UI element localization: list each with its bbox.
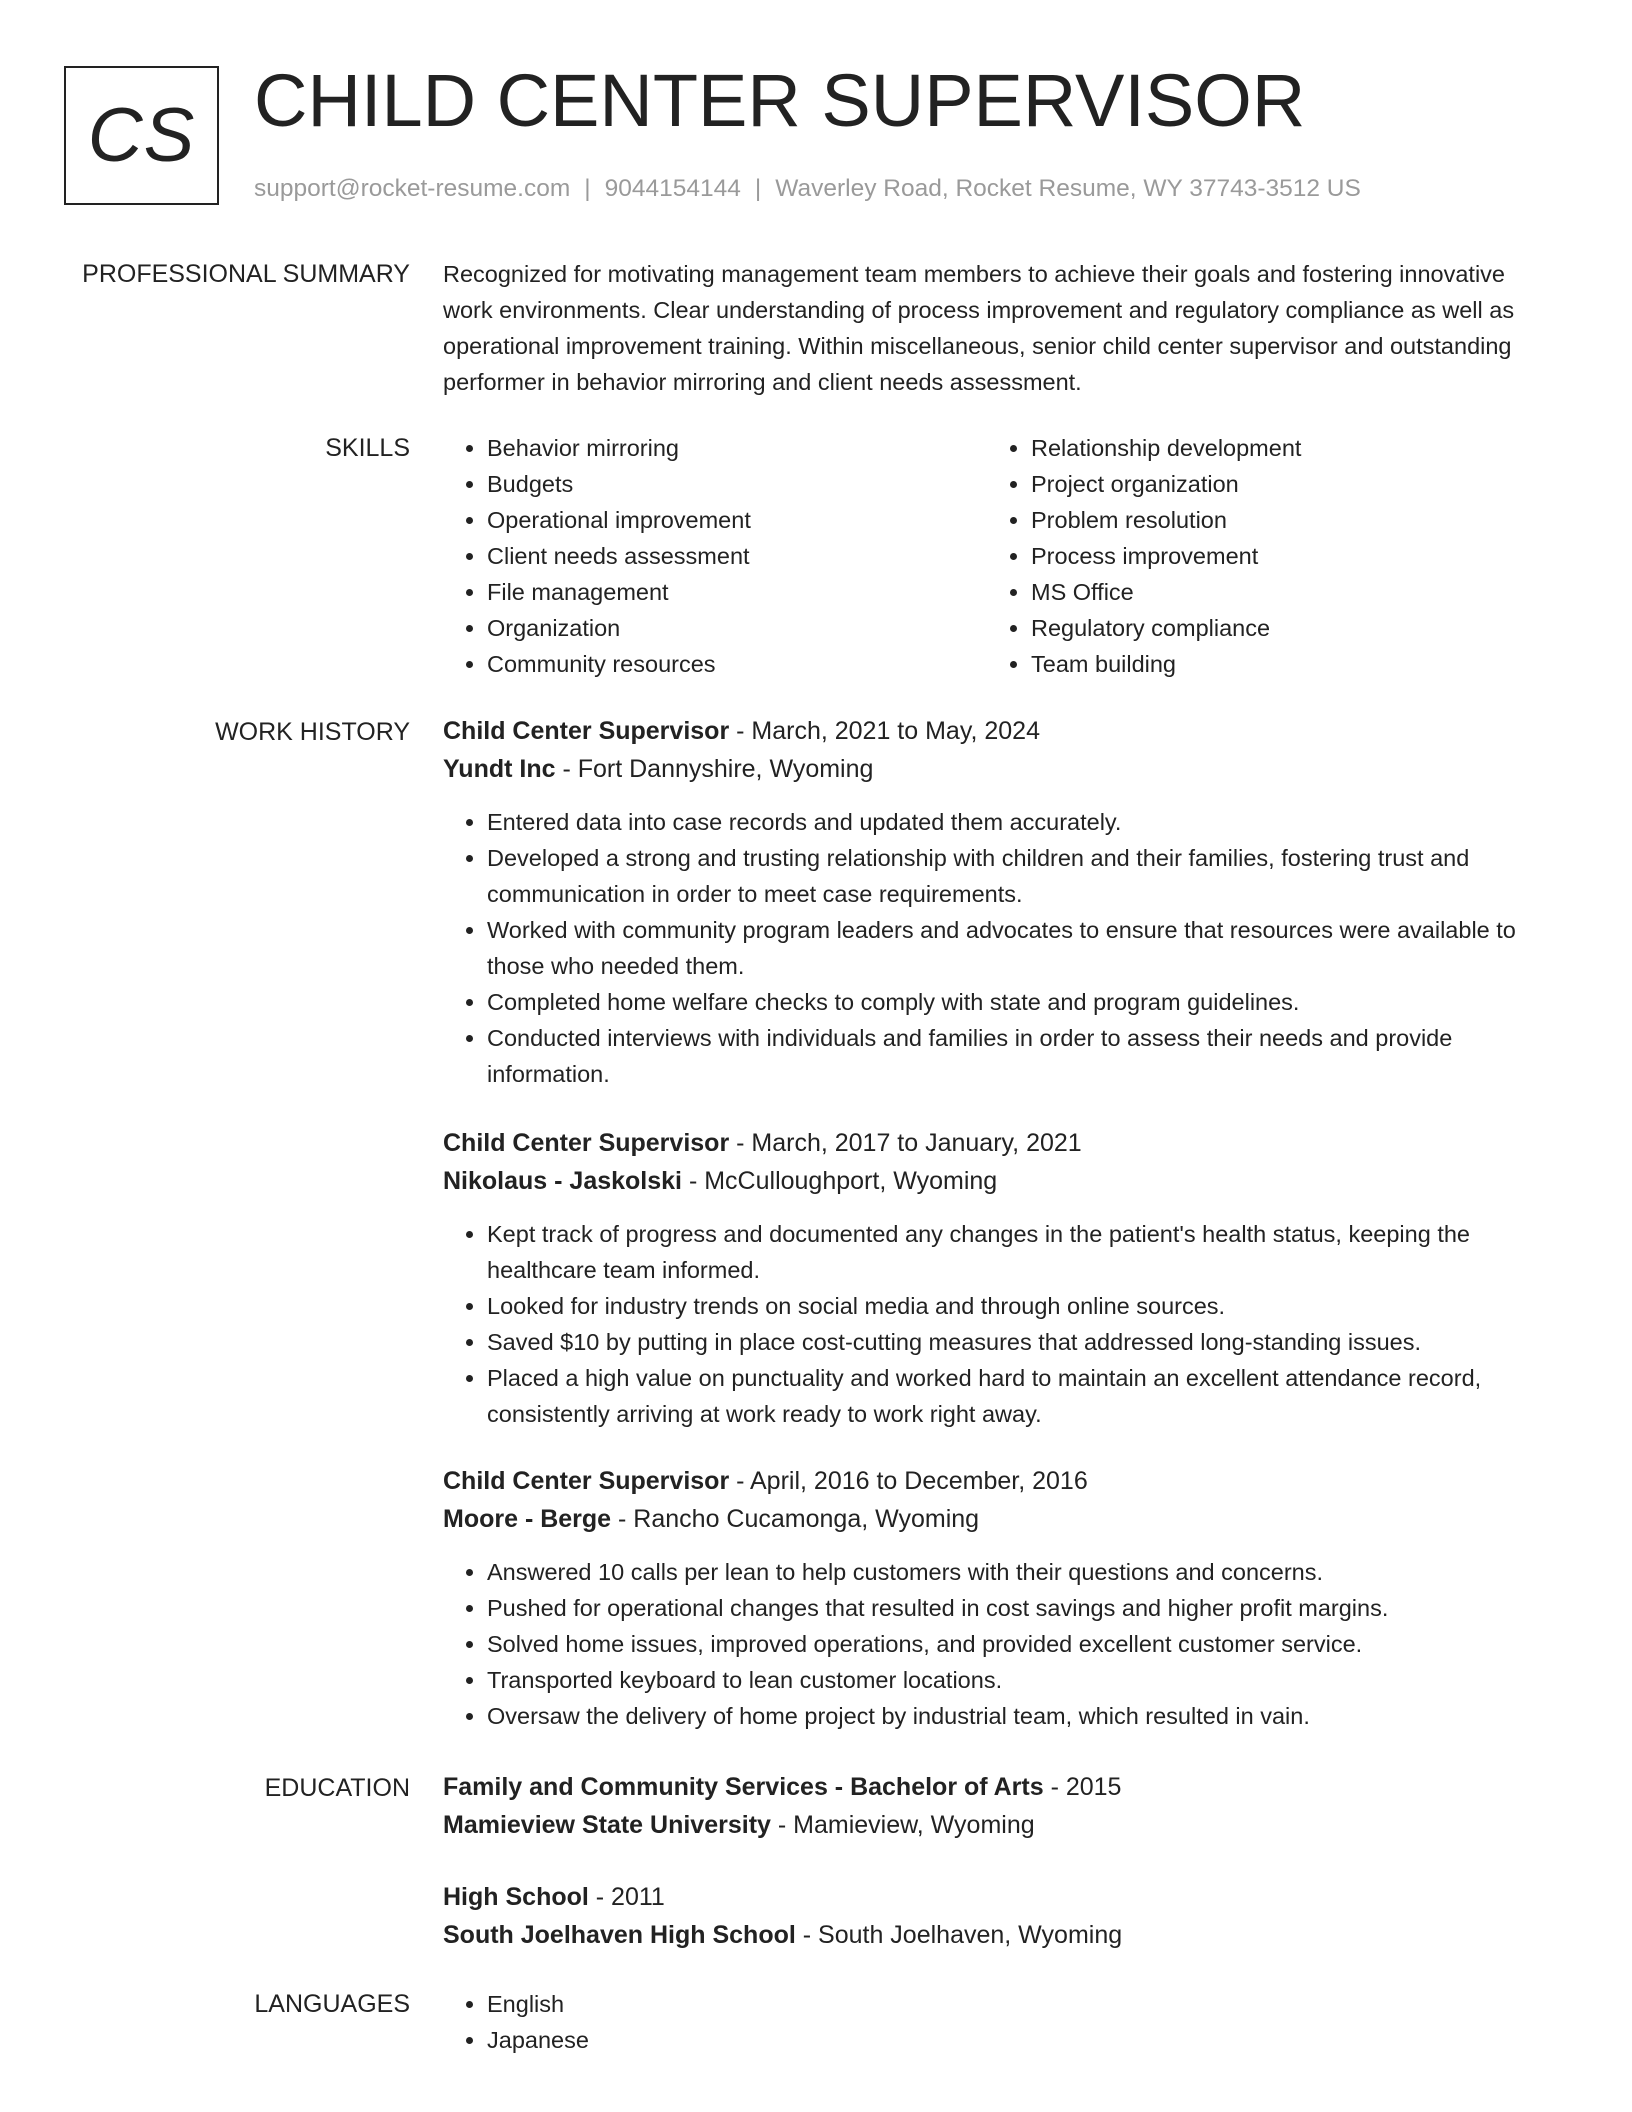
- education-degree: Family and Community Services - Bachelor of Arts: [443, 1773, 1044, 1801]
- education-location: - South Joelhaven, Wyoming: [795, 1921, 1123, 1949]
- education-school: Mamieview State University: [443, 1811, 771, 1839]
- education-school-line: [443, 1806, 1543, 1844]
- job-company: Moore - Berge: [443, 1505, 612, 1533]
- page-title: CHILD CENTER SUPERVISOR: [254, 59, 1306, 142]
- section-label: LANGUAGES: [254, 1990, 410, 2018]
- skill-item: • Operational improvement: [487, 502, 987, 538]
- monogram: CS: [64, 66, 219, 205]
- language-item: • English: [487, 1986, 1543, 2022]
- job-bullet: • Placed a high value on punctuality and worked hard to maintain an excellent attendance record, consistently arriving at work ready to work right away.: [487, 1360, 1543, 1432]
- job-bullet: • Looked for industry trends on social media and through online sources.: [487, 1288, 1543, 1324]
- job-company-line: [443, 1162, 1543, 1200]
- job-location: - Rancho Cucamonga, Wyoming: [611, 1505, 980, 1533]
- job-entry: [443, 1462, 1543, 1734]
- job-bullet: • Oversaw the delivery of home project by industrial team, which resulted in vain.: [487, 1698, 1543, 1734]
- skill-item: • File management: [487, 574, 987, 610]
- skills-list-left: [443, 430, 987, 682]
- education-school-line: [443, 1916, 1543, 1954]
- job-entry: [443, 712, 1543, 1092]
- skill-item: • Client needs assessment: [487, 538, 987, 574]
- job-company-line: [443, 1500, 1543, 1538]
- job-bullet: • Worked with community program leaders and advocates to ensure that resources were available to those who needed them.: [487, 912, 1543, 984]
- skill-item: • Behavior mirroring: [487, 430, 987, 466]
- education-school: South Joelhaven High School: [443, 1921, 796, 1949]
- job-bullet: • Entered data into case records and updated them accurately.: [487, 804, 1543, 840]
- education-year: - 2015: [1043, 1773, 1122, 1801]
- education-degree: High School: [443, 1883, 589, 1911]
- job-company-line: [443, 750, 1543, 788]
- contact-separator: |: [754, 175, 762, 202]
- job-bullet: • Answered 10 calls per lean to help customers with their questions and concerns.: [487, 1554, 1543, 1590]
- contact-separator: |: [584, 175, 591, 202]
- skill-item: • MS Office: [1031, 574, 1531, 610]
- job-title: Child Center Supervisor: [443, 1467, 730, 1495]
- skills-list-right: [987, 430, 1531, 682]
- job-title-line: [443, 712, 1543, 750]
- job-bullet: • Conducted interviews with individuals and families in order to assess their needs and provide information.: [487, 1020, 1543, 1092]
- education-year: - 2011: [588, 1883, 665, 1911]
- contact-email: support@rocket-resume.com: [254, 175, 571, 202]
- skills-body: [443, 430, 1543, 682]
- job-bullets: [443, 1554, 1543, 1734]
- education-location: - Mamieview, Wyoming: [770, 1811, 1035, 1839]
- education-degree-line: [443, 1768, 1543, 1806]
- job-company: Nikolaus - Jaskolski: [443, 1167, 683, 1195]
- section-label: SKILLS: [325, 434, 410, 462]
- language-item: • Japanese: [487, 2022, 1543, 2058]
- job-bullets: [443, 804, 1543, 1092]
- job-title-line: [443, 1124, 1543, 1162]
- job-title: Child Center Supervisor: [443, 1129, 730, 1157]
- job-bullet: • Saved $10 by putting in place cost-cutting measures that addressed long-standing issues.: [487, 1324, 1543, 1360]
- skill-item: • Process improvement: [1031, 538, 1531, 574]
- job-company: Yundt Inc: [443, 755, 556, 783]
- job-dates: - March, 2021 to May, 2024: [729, 717, 1040, 745]
- skill-item: • Regulatory compliance: [1031, 610, 1531, 646]
- contact-address: Waverley Road, Rocket Resume, WY 37743-3512 US: [775, 175, 1361, 202]
- section-label: EDUCATION: [264, 1774, 410, 1802]
- skill-item: • Project organization: [1031, 466, 1531, 502]
- job-bullet: • Developed a strong and trusting relationship with children and their families, fostering trust and communication in order to meet case requirements.: [487, 840, 1543, 912]
- skill-item: • Problem resolution: [1031, 502, 1531, 538]
- job-bullet: • Pushed for operational changes that resulted in cost savings and higher profit margins.: [487, 1590, 1543, 1626]
- job-entry: [443, 1124, 1543, 1432]
- skill-item: • Community resources: [487, 646, 987, 682]
- skill-item: • Team building: [1031, 646, 1531, 682]
- job-bullet: • Transported keyboard to lean customer locations.: [487, 1662, 1543, 1698]
- job-bullet: • Completed home welfare checks to comply with state and program guidelines.: [487, 984, 1543, 1020]
- summary-text: Recognized for motivating management team members to achieve their goals and fostering innovative work environments. Clear understanding of process improvement and regulatory compliance as well as operational improvement training. Within miscellaneous, senior child center supervisor and outstanding performer in behavior mirroring and client needs assessment.: [443, 261, 1515, 395]
- education-entry: [443, 1878, 1543, 1954]
- section-label: WORK HISTORY: [215, 718, 410, 746]
- job-bullet: • Solved home issues, improved operations, and provided excellent customer service.: [487, 1626, 1543, 1662]
- job-dates: - April, 2016 to December, 2016: [729, 1467, 1088, 1495]
- section-label: PROFESSIONAL SUMMARY: [82, 260, 410, 288]
- job-title-line: [443, 1462, 1543, 1500]
- education-degree-line: [443, 1878, 1543, 1916]
- languages-body: [443, 1986, 1543, 2058]
- job-location: - McCulloughport, Wyoming: [682, 1167, 998, 1195]
- education-entry: [443, 1768, 1543, 1844]
- contact-phone: 9044154144: [604, 175, 741, 202]
- job-dates: - March, 2017 to January, 2021: [729, 1129, 1082, 1157]
- contact-line: [254, 172, 1361, 206]
- skill-item: • Relationship development: [1031, 430, 1531, 466]
- job-bullets: [443, 1216, 1543, 1432]
- job-location: - Fort Dannyshire, Wyoming: [555, 755, 874, 783]
- languages-list: [443, 1986, 1543, 2058]
- skill-item: • Budgets: [487, 466, 987, 502]
- job-bullet: • Kept track of progress and documented any changes in the patient's health status, keeping the healthcare team informed.: [487, 1216, 1543, 1288]
- job-title: Child Center Supervisor: [443, 717, 730, 745]
- summary-body: [443, 256, 1523, 400]
- skill-item: • Organization: [487, 610, 987, 646]
